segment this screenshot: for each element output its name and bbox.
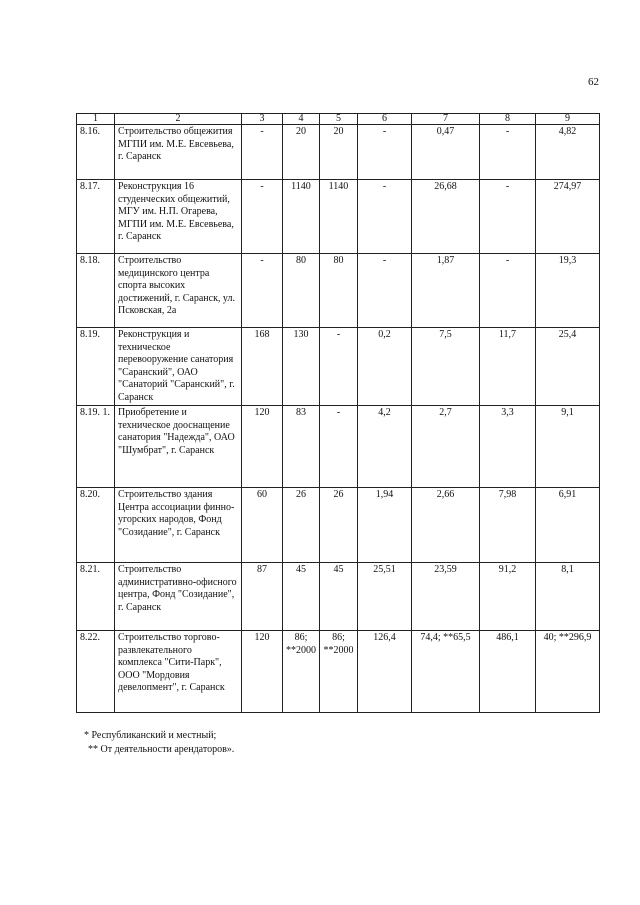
row-name: Строительство административно-офисного центра, Фонд "Созидание", г. Саранск — [115, 563, 242, 631]
cell-col3: 87 — [242, 563, 283, 631]
cell-col3: - — [242, 180, 283, 254]
table-row — [77, 125, 600, 180]
cell-col5: - — [320, 406, 358, 488]
header-cell: 4 — [283, 114, 320, 125]
cell-col7: 74,4; **65,5 — [412, 631, 480, 713]
cell-col8: - — [480, 180, 536, 254]
cell-col3: - — [242, 254, 283, 328]
cell-col8: - — [480, 254, 536, 328]
footnote-1: * Республиканский и местный; — [84, 730, 217, 741]
cell-col5: 1140 — [320, 180, 358, 254]
cell-col4: 45 — [283, 563, 320, 631]
cell-col6: - — [358, 254, 412, 328]
cell-col6: 4,2 — [358, 406, 412, 488]
row-number: 8.18. — [77, 254, 115, 328]
cell-col8: 11,7 — [480, 328, 536, 406]
cell-col3: 168 — [242, 328, 283, 406]
cell-col7: 2,7 — [412, 406, 480, 488]
cell-col5: 86; **2000 — [320, 631, 358, 713]
cell-col9: 9,1 — [536, 406, 600, 488]
cell-col8: 3,3 — [480, 406, 536, 488]
row-number: 8.19. 1. — [77, 406, 115, 488]
header-cell: 8 — [480, 114, 536, 125]
cell-col7: 7,5 — [412, 328, 480, 406]
row-name: Реконструкция и техническое перевооружение санатория "Саранский", ОАО "Санаторий "Саранский", г. Саранск — [115, 328, 242, 406]
table-row — [77, 631, 600, 713]
cell-col6: 25,51 — [358, 563, 412, 631]
cell-col8: 91,2 — [480, 563, 536, 631]
cell-col7: 1,87 — [412, 254, 480, 328]
cell-col5: 26 — [320, 488, 358, 563]
header-cell: 3 — [242, 114, 283, 125]
header-cell: 2 — [115, 114, 242, 125]
cell-col5: - — [320, 328, 358, 406]
table-header-row — [77, 114, 600, 125]
cell-col4: 130 — [283, 328, 320, 406]
header-cell: 1 — [77, 114, 115, 125]
cell-col3: 60 — [242, 488, 283, 563]
cell-col9: 25,4 — [536, 328, 600, 406]
row-number: 8.21. — [77, 563, 115, 631]
cell-col7: 2,66 — [412, 488, 480, 563]
cell-col4: 83 — [283, 406, 320, 488]
cell-col3: 120 — [242, 406, 283, 488]
table-row — [77, 563, 600, 631]
cell-col7: 0,47 — [412, 125, 480, 180]
table-row — [77, 180, 600, 254]
header-cell: 7 — [412, 114, 480, 125]
table-row — [77, 488, 600, 563]
row-number: 8.20. — [77, 488, 115, 563]
cell-col6: 0,2 — [358, 328, 412, 406]
row-name: Строительство здания Центра ассоциации финно-угорских народов, Фонд "Созидание", г. Саранск — [115, 488, 242, 563]
cell-col9: 19,3 — [536, 254, 600, 328]
cell-col5: 80 — [320, 254, 358, 328]
cell-col9: 6,91 — [536, 488, 600, 563]
footnotes — [84, 729, 234, 757]
cell-col8: - — [480, 125, 536, 180]
cell-col3: - — [242, 125, 283, 180]
table-row — [77, 406, 600, 488]
table-row — [77, 328, 600, 406]
row-name: Строительство торгово-развлекательного комплекса "Сити-Парк", ООО "Мордовия девелопмент", г. Саранск — [115, 631, 242, 713]
cell-col5: 45 — [320, 563, 358, 631]
cell-col7: 23,59 — [412, 563, 480, 631]
cell-col6: - — [358, 180, 412, 254]
header-cell: 9 — [536, 114, 600, 125]
cell-col8: 7,98 — [480, 488, 536, 563]
cell-col8: 486,1 — [480, 631, 536, 713]
cell-col3: 120 — [242, 631, 283, 713]
cell-col7: 26,68 — [412, 180, 480, 254]
cell-col4: 80 — [283, 254, 320, 328]
cell-col6: 1,94 — [358, 488, 412, 563]
row-number: 8.17. — [77, 180, 115, 254]
row-number: 8.22. — [77, 631, 115, 713]
header-cell: 6 — [358, 114, 412, 125]
cell-col4: 26 — [283, 488, 320, 563]
row-name: Строительство общежития МГПИ им. М.Е. Евсевьева, г. Саранск — [115, 125, 242, 180]
cell-col9: 4,82 — [536, 125, 600, 180]
row-name: Приобретение и техническое дооснащение санатория "Надежда", ОАО "Шумбрат", г. Саранск — [115, 406, 242, 488]
header-cell: 5 — [320, 114, 358, 125]
cell-col6: 126,4 — [358, 631, 412, 713]
cell-col9: 274,97 — [536, 180, 600, 254]
data-table — [76, 113, 600, 713]
cell-col9: 8,1 — [536, 563, 600, 631]
row-name: Реконструкция 16 студенческих общежитий, МГУ им. Н.П. Огарева, МГПИ им. М.Е. Евсевьева, г. Саранск — [115, 180, 242, 254]
page-number: 62 — [588, 76, 599, 88]
table-row — [77, 254, 600, 328]
row-number: 8.19. — [77, 328, 115, 406]
cell-col4: 20 — [283, 125, 320, 180]
cell-col5: 20 — [320, 125, 358, 180]
row-name: Строительство медицинского центра спорта высоких достижений, г. Саранск, ул. Псковская, 2а — [115, 254, 242, 328]
cell-col4: 86; **2000 — [283, 631, 320, 713]
cell-col9: 40; **296,9 — [536, 631, 600, 713]
cell-col6: - — [358, 125, 412, 180]
row-number: 8.16. — [77, 125, 115, 180]
footnote-2: ** От деятельности арендаторов». — [88, 744, 235, 755]
cell-col4: 1140 — [283, 180, 320, 254]
